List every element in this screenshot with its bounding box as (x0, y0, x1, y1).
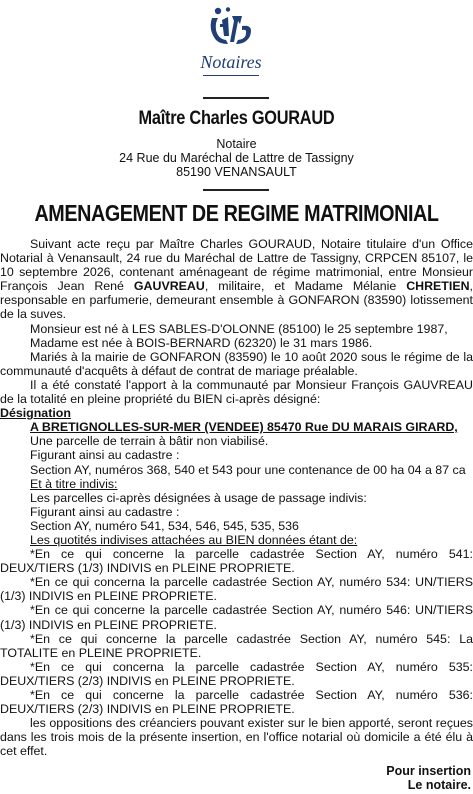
signature-line-2: Le notaire. (407, 778, 471, 792)
quotity-item: *En ce qui concerne la parcelle cadastrée Section AY, numéro 545: La TOTALITE en PLEINE PROPRIETE. (0, 631, 473, 660)
quotities-heading: Les quotités indivises attachées au BIEN données étant de: (30, 532, 358, 547)
intro-text-b: , militaire, et Madame Mélanie (204, 279, 407, 294)
notary-name: Maître Charles GOURAUD (138, 108, 335, 129)
signature-line-1: Pour insertion (386, 764, 471, 778)
top-divider (203, 97, 269, 99)
intro-paragraph (0, 237, 473, 322)
notice-body (0, 237, 473, 758)
designation-heading: Désignation (0, 406, 71, 421)
intro-text-a: Suivant acte reçu par Maître Charles GOURAUD, Notaire titulaire d'un Office Notarial à Venansault, 24 rue du Maréchal de Lattre de Tassigny, CRPCEN 85107, le 10 septembre 2026, contenant aménageant de régime matrimonial, entre Monsieur François Jean René (0, 237, 473, 294)
notaires-logo (186, 6, 276, 86)
cadastre-label-1: Figurant ainsi au cadastre : (30, 448, 180, 463)
property-address: A BRETIGNOLLES-SUR-MER (VENDEE) 85470 Rue DU MARAIS GIRARD, (30, 420, 458, 435)
quotity-item: *En ce qui concerne la parcelle cadastrée Section AY, numéro 541: DEUX/TIERS (1/3) INDIVIS en PLEINE PROPRIETE. (0, 547, 473, 576)
intro-text-c: , responsable en parfumerie, demeurant ensemble à GONFARON (83590) lotissement de la suves. (0, 279, 473, 322)
parcel-description: Une parcelle de terrain à bâtir non viabilisé. (30, 434, 269, 449)
quotity-item: *En ce qui concerna la parcelle cadastrée Section AY, numéro 535: DEUX/TIERS (2/3) INDIVIS en PLEINE PROPRIETE. (0, 659, 473, 688)
quotity-item: *En ce qui concerne la parcelle cadastrée Section AY, numéro 546: UN/TIERS (1/3) INDIVIS en PLEINE PROPRIETE. (0, 603, 473, 632)
notary-city: 85190 VENANSAULT (176, 165, 297, 179)
quotity-item: *En ce qui concerne la parcelle cadastrée Section AY, numéro 536: DEUX/TIERS (2/3) INDIVIS en PLEINE PROPRIETE. (0, 688, 473, 717)
wife-name: CHRETIEN (406, 279, 470, 294)
notice-headline: AMENAGEMENT DE REGIME MATRIMONIAL (34, 200, 439, 226)
cadastre-reference-1: Section AY, numéros 368, 540 et 543 pour une contenance de 00 ha 04 a 87 ca (30, 462, 466, 477)
middle-divider (203, 189, 269, 191)
logo-wordmark: Notaires (200, 52, 262, 72)
indivis-heading: Et à titre indivis: (30, 476, 118, 491)
marriage-paragraph: Mariés à la mairie de GONFARON (83590) le 10 août 2020 sous le régime de la communauté d'acquêts à défaut de contrat de mariage préalable. (0, 349, 473, 378)
oppositions-paragraph: les oppositions des créanciers pouvant exister sur le bien apporté, seront reçues dans les trois mois de la présente insertion, en l'office notarial où domicile a été élu à cet effet. (0, 716, 473, 759)
quotity-item: *En ce qui concerna la parcelle cadastrée Section AY, numéro 534: UN/TIERS (1/3) INDIVIS en PLEINE PROPRIETE. (0, 575, 473, 604)
notary-street: 24 Rue du Maréchal de Lattre de Tassigny (119, 151, 354, 165)
birth-wife: Madame est née à BOIS-BERNARD (62320) le 31 mars 1986. (30, 335, 373, 350)
notary-title: Notaire (216, 137, 257, 151)
cadastre-label-2: Figurant ainsi au cadastre : (30, 504, 180, 519)
husband-name: GAUVREAU (133, 279, 205, 294)
logo-underline (203, 75, 259, 76)
birth-husband: Monsieur est né à LES SABLES-D'OLONNE (85100) le 25 septembre 1987, (30, 321, 448, 336)
cadastre-reference-2: Section AY, numéro 541, 534, 546, 545, 535, 536 (30, 518, 299, 533)
indivis-text: Les parcelles ci-après désignées à usage de passage indivis: (30, 490, 367, 505)
contribution-paragraph: Il a été constaté l'apport à la communauté par Monsieur François GAUVREAU de la totalité en pleine propriété du BIEN ci-après désigné: (0, 377, 473, 407)
notaires-logo-icon (198, 6, 264, 52)
signature-block (386, 764, 471, 792)
